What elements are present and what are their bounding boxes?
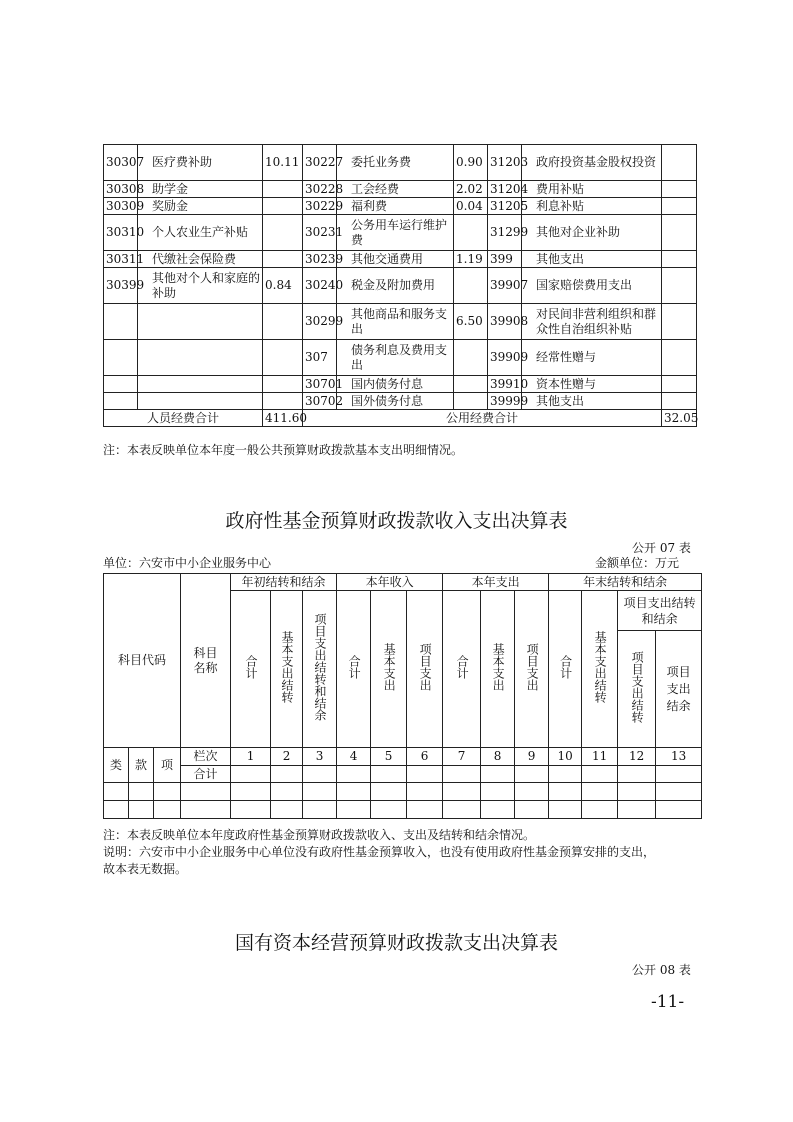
- table-cell: [662, 393, 697, 410]
- table-cell: 奖励金: [138, 198, 263, 215]
- table-cell: [104, 304, 138, 340]
- col-num: 11: [582, 748, 618, 766]
- table-cell: 福利费: [337, 198, 454, 215]
- table-cell: [263, 181, 303, 198]
- table-cell: 其他商品和服务支出: [337, 304, 454, 340]
- table-cell: [454, 268, 488, 304]
- table2-form-no: 公开 07 表: [632, 541, 691, 555]
- h-total: 合计: [181, 766, 231, 783]
- table-row: [104, 181, 697, 198]
- header-code: 科目代码: [104, 574, 181, 748]
- h-g2-basic: 基本支出: [371, 591, 407, 748]
- header-closing-balance: 年末结转和结余: [549, 574, 702, 591]
- table-cell: 工会经费: [337, 181, 454, 198]
- h-g4-project-group: 项目支出结转和结余: [618, 591, 702, 631]
- table-cell: 国内债务付息: [337, 376, 454, 393]
- table-cell: [104, 376, 138, 393]
- table-cell: [662, 304, 697, 340]
- table-cell: 0.90: [454, 145, 488, 181]
- header-opening-balance: 年初结转和结余: [231, 574, 337, 591]
- table-cell: [263, 393, 303, 410]
- table-row: [104, 198, 697, 215]
- table-cell: 399: [488, 251, 522, 268]
- col-num: 4: [337, 748, 371, 766]
- table-cell: 其他交通费用: [337, 251, 454, 268]
- table2-note2: 说明：六安市中小企业服务中心单位没有政府性基金预算收入，也没有使用政府性基金预算安排的支出，: [103, 845, 656, 859]
- table-cell: [662, 376, 697, 393]
- basic-expenditure-detail-table: [103, 144, 697, 427]
- col-num: 7: [443, 748, 481, 766]
- table-row: [104, 304, 697, 340]
- col-num: 6: [407, 748, 443, 766]
- col-num: 3: [303, 748, 337, 766]
- table-row: [104, 145, 697, 181]
- table-cell: 39909: [488, 340, 522, 376]
- table-cell: 0.04: [454, 198, 488, 215]
- table-cell: 30399: [104, 268, 138, 304]
- col-num: 12: [618, 748, 656, 766]
- h-g1-project: 项目支出结转和结余: [303, 591, 337, 748]
- table-cell: 0.84: [263, 268, 303, 304]
- table2-note1: 注：本表反映单位本年度政府性基金预算财政拨款收入、支出及结转和结余情况。: [103, 828, 536, 842]
- table-cell: 经常性赠与: [522, 340, 662, 376]
- table-cell: 31203: [488, 145, 522, 181]
- h-lanci: 栏次: [181, 748, 231, 766]
- table-cell: [263, 215, 303, 251]
- table-cell: 利息补贴: [522, 198, 662, 215]
- table-row: [104, 393, 697, 410]
- table3-form-no: 公开 08 表: [632, 963, 691, 977]
- table-cell: [662, 181, 697, 198]
- table-cell: [263, 198, 303, 215]
- table-cell: 30702: [303, 393, 337, 410]
- table-cell: 30229: [303, 198, 337, 215]
- table-row: [104, 268, 697, 304]
- h-g3-project: 项目支出: [515, 591, 549, 748]
- table-cell: [263, 251, 303, 268]
- col-num: 9: [515, 748, 549, 766]
- table-cell: 其他对个人和家庭的补助: [138, 268, 263, 304]
- table-cell: [662, 268, 697, 304]
- h-g4-project-surplus: 项目支出结余: [656, 631, 702, 748]
- table-cell: [138, 376, 263, 393]
- table-cell: 国家赔偿费用支出: [522, 268, 662, 304]
- table-cell: 对民间非营利组织和群众性自治组织补贴: [522, 304, 662, 340]
- table-cell: 30299: [303, 304, 337, 340]
- table-cell: 30231: [303, 215, 337, 251]
- table-cell: 39999: [488, 393, 522, 410]
- table-cell: 30309: [104, 198, 138, 215]
- col-num: 1: [231, 748, 271, 766]
- table-cell: 税金及附加费用: [337, 268, 454, 304]
- table-cell: 31205: [488, 198, 522, 215]
- table-cell: 39907: [488, 268, 522, 304]
- table2-title: 政府性基金预算财政拨款收入支出决算表: [225, 510, 568, 532]
- table-cell: [138, 393, 263, 410]
- table-cell: 其他支出: [522, 393, 662, 410]
- col-num: 5: [371, 748, 407, 766]
- table-cell: [138, 340, 263, 376]
- table-cell: 30240: [303, 268, 337, 304]
- table-cell: [454, 340, 488, 376]
- table-cell: 39908: [488, 304, 522, 340]
- table-cell: 国外债务付息: [337, 393, 454, 410]
- government-fund-table: [103, 573, 702, 819]
- table-cell: 30227: [303, 145, 337, 181]
- table-cell: 30308: [104, 181, 138, 198]
- table-cell: 资本性赠与: [522, 376, 662, 393]
- table3-title: 国有资本经营预算财政拨款支出决算表: [234, 932, 558, 954]
- h-g1-total: 合计: [231, 591, 271, 748]
- h-g2-total: 合计: [337, 591, 371, 748]
- table-row: [104, 340, 697, 376]
- table-cell: 委托业务费: [337, 145, 454, 181]
- table-row: [104, 251, 697, 268]
- table-cell: 30701: [303, 376, 337, 393]
- table-cell: 307: [303, 340, 337, 376]
- table-cell: 其他对企业补助: [522, 215, 662, 251]
- table-cell: 6.50: [454, 304, 488, 340]
- table-cell: [138, 304, 263, 340]
- table-cell: 个人农业生产补贴: [138, 215, 263, 251]
- table-row: [104, 376, 697, 393]
- public-total-value: 32.05: [662, 410, 697, 427]
- page-number: -11-: [651, 992, 685, 1012]
- h-g3-total: 合计: [443, 591, 481, 748]
- table-cell: [662, 340, 697, 376]
- header-current-income: 本年收入: [337, 574, 443, 591]
- table-cell: 1.19: [454, 251, 488, 268]
- table-cell: 30239: [303, 251, 337, 268]
- table-cell: 其他支出: [522, 251, 662, 268]
- h-g4-total: 合计: [549, 591, 582, 748]
- public-total-label: 公用经费合计: [303, 410, 662, 427]
- col-num: 10: [549, 748, 582, 766]
- table-cell: 费用补贴: [522, 181, 662, 198]
- h-g4-project-carry: 项目支出结转: [618, 631, 656, 748]
- h-g1-basic: 基本支出结转: [271, 591, 303, 748]
- table-cell: 30310: [104, 215, 138, 251]
- table-cell: 政府投资基金股权投资: [522, 145, 662, 181]
- table-cell: [662, 251, 697, 268]
- h-g3-basic: 基本支出: [481, 591, 515, 748]
- table-cell: 31299: [488, 215, 522, 251]
- table-cell: 医疗费补助: [138, 145, 263, 181]
- table-cell: 公务用车运行维护费: [337, 215, 454, 251]
- table2-note3: 故本表无数据。: [103, 862, 188, 876]
- table-cell: [263, 304, 303, 340]
- table-cell: 30228: [303, 181, 337, 198]
- h-g2-project: 项目支出: [407, 591, 443, 748]
- col-num: 2: [271, 748, 303, 766]
- table2-amount-unit: 金额单位：万元: [595, 556, 680, 570]
- h-g4-basic: 基本支出结转: [582, 591, 618, 748]
- table-cell: 助学金: [138, 181, 263, 198]
- table-cell: 30311: [104, 251, 138, 268]
- header-name: 科目名称: [181, 574, 231, 748]
- table-cell: [662, 198, 697, 215]
- table-cell: [263, 340, 303, 376]
- personnel-total-label: 人员经费合计: [104, 410, 263, 427]
- table-cell: 债务利息及费用支出: [337, 340, 454, 376]
- table-cell: [662, 145, 697, 181]
- table-cell: [263, 376, 303, 393]
- table-cell: 39910: [488, 376, 522, 393]
- table-cell: [454, 376, 488, 393]
- table-row: [104, 215, 697, 251]
- table-cell: 30307: [104, 145, 138, 181]
- table-cell: [454, 393, 488, 410]
- col-num: 8: [481, 748, 515, 766]
- table-row: [104, 783, 702, 801]
- table1-note: 注：本表反映单位本年度一般公共预算财政拨款基本支出明细情况。: [103, 443, 464, 457]
- h-lei: 类: [104, 748, 129, 783]
- table-cell: 10.11: [263, 145, 303, 181]
- personnel-total-value: 411.60: [263, 410, 303, 427]
- table-cell: [662, 215, 697, 251]
- col-num: 13: [656, 748, 702, 766]
- totals-row: [104, 410, 697, 427]
- table-cell: 2.02: [454, 181, 488, 198]
- table-cell: 代缴社会保险费: [138, 251, 263, 268]
- h-kuan: 款: [129, 748, 154, 783]
- table2-unit: 单位：六安市中小企业服务中心: [103, 556, 272, 570]
- header-current-expenditure: 本年支出: [443, 574, 549, 591]
- table-cell: 31204: [488, 181, 522, 198]
- table-cell: [454, 215, 488, 251]
- h-xiang: 项: [154, 748, 181, 783]
- table-cell: [104, 340, 138, 376]
- table-cell: [104, 393, 138, 410]
- table-row: [104, 801, 702, 819]
